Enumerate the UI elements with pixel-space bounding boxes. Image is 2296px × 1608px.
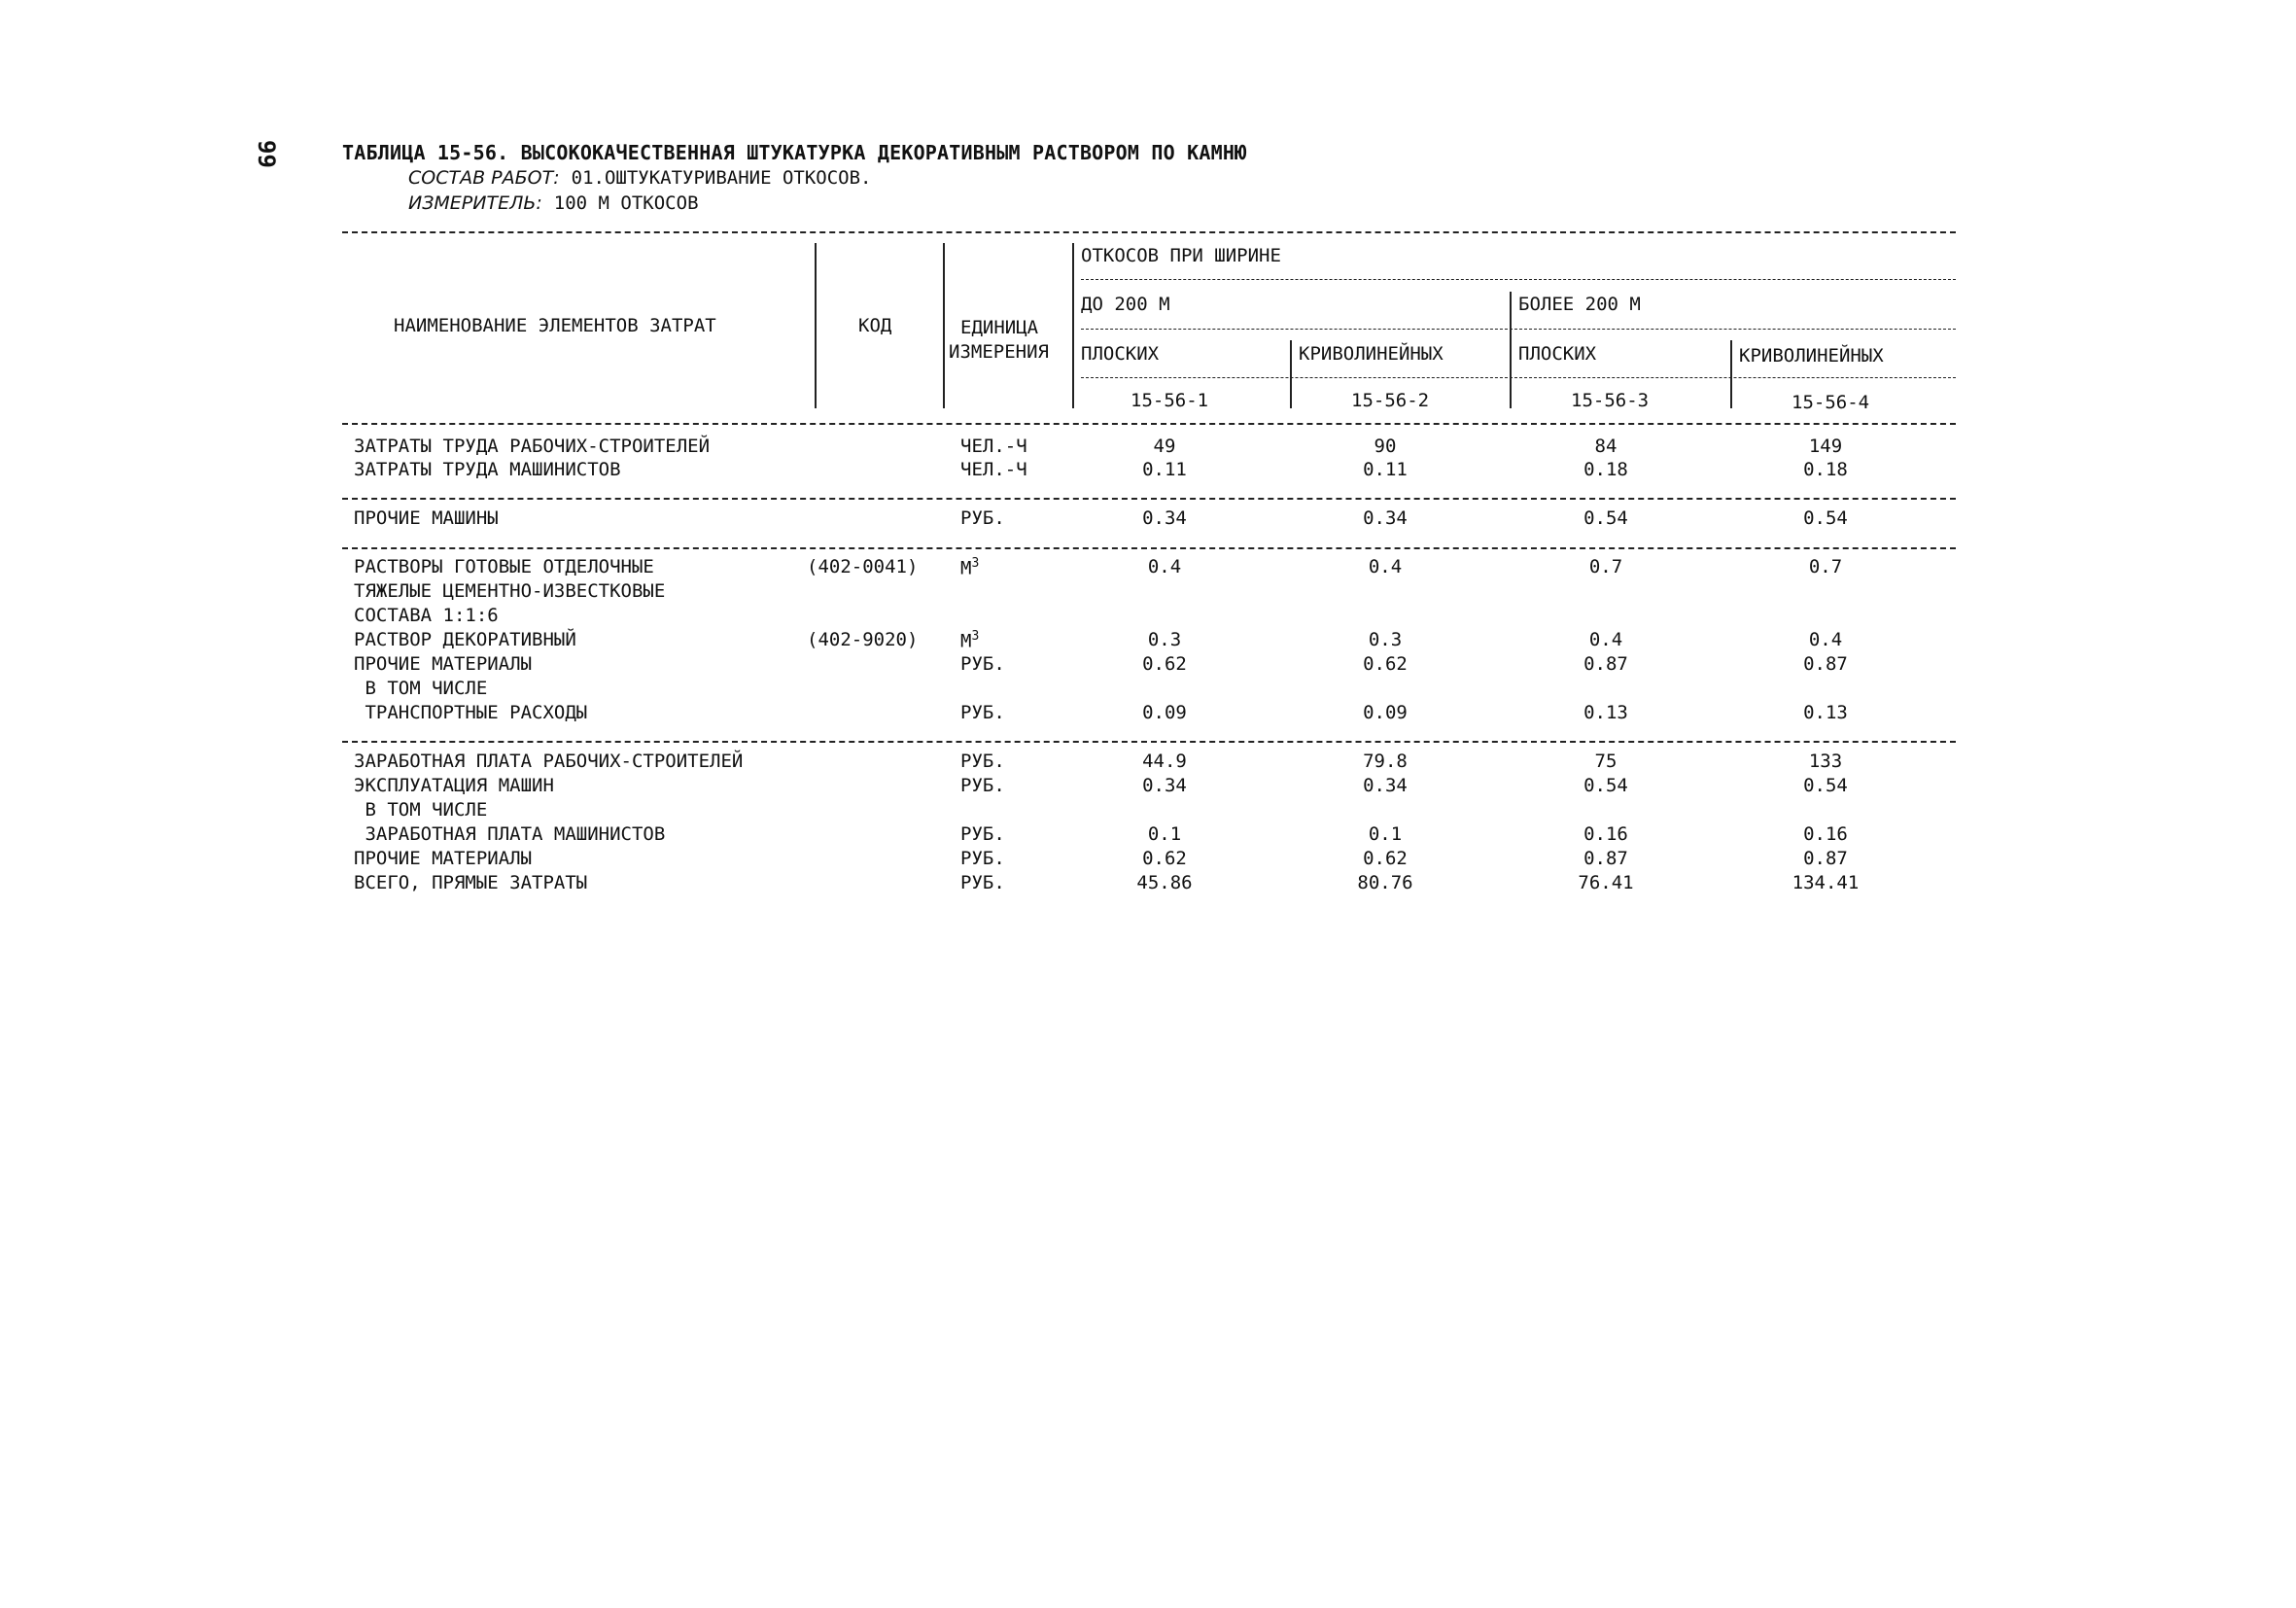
value-cell: 0.4 [1368, 556, 1403, 577]
row-name: ПРОЧИЕ МАТЕРИАЛЫ [354, 653, 533, 675]
meter-label: ИЗМЕРИТЕЛЬ: [408, 192, 542, 214]
value-cell: 0.4 [1588, 629, 1623, 650]
header-code: КОД [858, 315, 892, 336]
row-unit: РУБ. [960, 653, 1005, 675]
value-cell: 75 [1594, 751, 1618, 772]
row-unit: ЧЕЛ.-Ч [960, 459, 1027, 480]
value-cell: 0.4 [1808, 629, 1843, 650]
row-name: ТРАНСПОРТНЫЕ РАСХОДЫ [354, 702, 588, 723]
page-number: 99 [253, 140, 280, 168]
value-cell: 133 [1808, 751, 1843, 772]
row-name: ТЯЖЕЛЫЕ ЦЕМЕНТНО-ИЗВЕСТКОВЫЕ [354, 580, 666, 602]
value-cell: 0.7 [1808, 556, 1843, 577]
row-unit: $М^3$ [960, 556, 980, 579]
value-cell: 0.34 [1142, 507, 1187, 529]
row-unit: РУБ. [960, 507, 1005, 529]
value-cell: 0.87 [1803, 848, 1848, 869]
value-cell: 80.76 [1357, 872, 1413, 893]
value-cell: 0.87 [1583, 848, 1628, 869]
row-name: ЗАРАБОТНАЯ ПЛАТА МАШИНИСТОВ [354, 823, 666, 845]
value-cell: 0.16 [1583, 823, 1628, 845]
value-cell: 0.62 [1142, 848, 1187, 869]
header-bottom-rule [342, 423, 1956, 425]
top-rule [342, 231, 1956, 233]
header-group: ОТКОСОВ ПРИ ШИРИНЕ [1081, 245, 1281, 266]
work-composition [408, 167, 871, 189]
row-name: В ТОМ ЧИСЛЕ [354, 678, 488, 699]
value-cell: 49 [1153, 436, 1176, 457]
meter-value: 100 М ОТКОСОВ [553, 192, 699, 214]
col-separator-6 [1730, 340, 1732, 408]
value-cell: 0.16 [1803, 823, 1848, 845]
row-name: РАСТВОРЫ ГОТОВЫЕ ОТДЕЛОЧНЫЕ [354, 556, 654, 577]
header-col-3: ПЛОСКИХ [1518, 343, 1597, 365]
section-rule-2 [342, 547, 1956, 549]
row-code: (402-0041) [807, 556, 919, 577]
row-name: ЗАТРАТЫ ТРУДА РАБОЧИХ-СТРОИТЕЛЕЙ [354, 436, 711, 457]
row-unit: РУБ. [960, 775, 1005, 796]
row-unit: РУБ. [960, 823, 1005, 845]
value-cell: 0.34 [1142, 775, 1187, 796]
header-col-1: ПЛОСКИХ [1081, 343, 1160, 365]
value-cell: 44.9 [1142, 751, 1187, 772]
col-separator-1 [815, 243, 817, 408]
header-code-1: 15-56-1 [1131, 390, 1209, 411]
value-cell: 134.41 [1792, 872, 1860, 893]
value-cell: 0.4 [1147, 556, 1182, 577]
value-cell: 0.18 [1803, 459, 1848, 480]
value-cell: 0.18 [1583, 459, 1628, 480]
value-cell: 0.54 [1803, 775, 1848, 796]
group-rule [1081, 279, 1956, 280]
row-name: ЭКСПЛУАТАЦИЯ МАШИН [354, 775, 554, 796]
value-cell: 0.62 [1363, 848, 1408, 869]
value-cell: 0.13 [1583, 702, 1628, 723]
header-code-3: 15-56-3 [1571, 390, 1650, 411]
row-name: ЗАТРАТЫ ТРУДА МАШИНИСТОВ [354, 459, 621, 480]
row-unit: РУБ. [960, 872, 1005, 893]
value-cell: 90 [1374, 436, 1397, 457]
value-cell: 0.54 [1803, 507, 1848, 529]
value-cell: 45.86 [1136, 872, 1193, 893]
value-cell: 0.54 [1583, 507, 1628, 529]
row-unit: РУБ. [960, 751, 1005, 772]
row-name: ПРОЧИЕ МАТЕРИАЛЫ [354, 848, 533, 869]
header-name: НАИМЕНОВАНИЕ ЭЛЕМЕНТОВ ЗАТРАТ [394, 315, 716, 336]
section-rule-1 [342, 498, 1956, 500]
row-name: ЗАРАБОТНАЯ ПЛАТА РАБОЧИХ-СТРОИТЕЛЕЙ [354, 751, 744, 772]
value-cell: 0.87 [1803, 653, 1848, 675]
col-separator-2 [943, 243, 945, 408]
header-code-2: 15-56-2 [1351, 390, 1430, 411]
value-cell: 0.1 [1147, 823, 1182, 845]
value-cell: 0.34 [1363, 507, 1408, 529]
col-rule [1081, 377, 1956, 378]
work-label: СОСТАВ РАБОТ: [408, 167, 560, 189]
row-unit: $М^3$ [960, 629, 980, 652]
row-name: ПРОЧИЕ МАШИНЫ [354, 507, 499, 529]
header-code-4: 15-56-4 [1792, 392, 1870, 413]
value-cell: 0.62 [1142, 653, 1187, 675]
row-unit: РУБ. [960, 702, 1005, 723]
value-cell: 0.09 [1142, 702, 1187, 723]
table-title: ТАБЛИЦА 15-56. ВЫСОКОКАЧЕСТВЕННАЯ ШТУКАТУРКА ДЕКОРАТИВНЫМ РАСТВОРОМ ПО КАМНЮ [342, 141, 1247, 164]
unit-exponent: 3 [971, 629, 980, 644]
value-cell: 0.87 [1583, 653, 1628, 675]
value-cell: 0.3 [1368, 629, 1403, 650]
header-unit-2: ИЗМЕРЕНИЯ [949, 341, 1049, 363]
col-separator-5 [1510, 292, 1512, 408]
row-unit: ЧЕЛ.-Ч [960, 436, 1027, 457]
row-code: (402-9020) [807, 629, 919, 650]
value-cell: 0.3 [1147, 629, 1182, 650]
section-rule-3 [342, 741, 1956, 743]
col-separator-3 [1072, 243, 1074, 408]
value-cell: 84 [1594, 436, 1618, 457]
work-value: 01.ОШТУКАТУРИВАНИЕ ОТКОСОВ. [571, 167, 872, 189]
header-sub-1: ДО 200 М [1081, 294, 1170, 315]
row-name: РАСТВОР ДЕКОРАТИВНЫЙ [354, 629, 576, 650]
header-unit-1: ЕДИНИЦА [960, 317, 1039, 338]
header-col-2: КРИВОЛИНЕЙНЫХ [1299, 343, 1444, 365]
unit-exponent: 3 [971, 556, 980, 571]
value-cell: 0.11 [1142, 459, 1187, 480]
value-cell: 0.1 [1368, 823, 1403, 845]
measurement-unit [408, 192, 699, 214]
sub-rule [1081, 329, 1956, 330]
value-cell: 149 [1808, 436, 1843, 457]
value-cell: 79.8 [1363, 751, 1408, 772]
value-cell: 0.7 [1588, 556, 1623, 577]
header-col-4: КРИВОЛИНЕЙНЫХ [1739, 345, 1884, 367]
row-unit: РУБ. [960, 848, 1005, 869]
value-cell: 76.41 [1578, 872, 1634, 893]
value-cell: 0.54 [1583, 775, 1628, 796]
row-name: СОСТАВА 1:1:6 [354, 605, 499, 626]
col-separator-4 [1290, 340, 1292, 408]
value-cell: 0.34 [1363, 775, 1408, 796]
header-sub-2: БОЛЕЕ 200 М [1518, 294, 1641, 315]
value-cell: 0.11 [1363, 459, 1408, 480]
value-cell: 0.62 [1363, 653, 1408, 675]
value-cell: 0.09 [1363, 702, 1408, 723]
value-cell: 0.13 [1803, 702, 1848, 723]
row-name: ВСЕГО, ПРЯМЫЕ ЗАТРАТЫ [354, 872, 588, 893]
row-name: В ТОМ ЧИСЛЕ [354, 799, 488, 821]
